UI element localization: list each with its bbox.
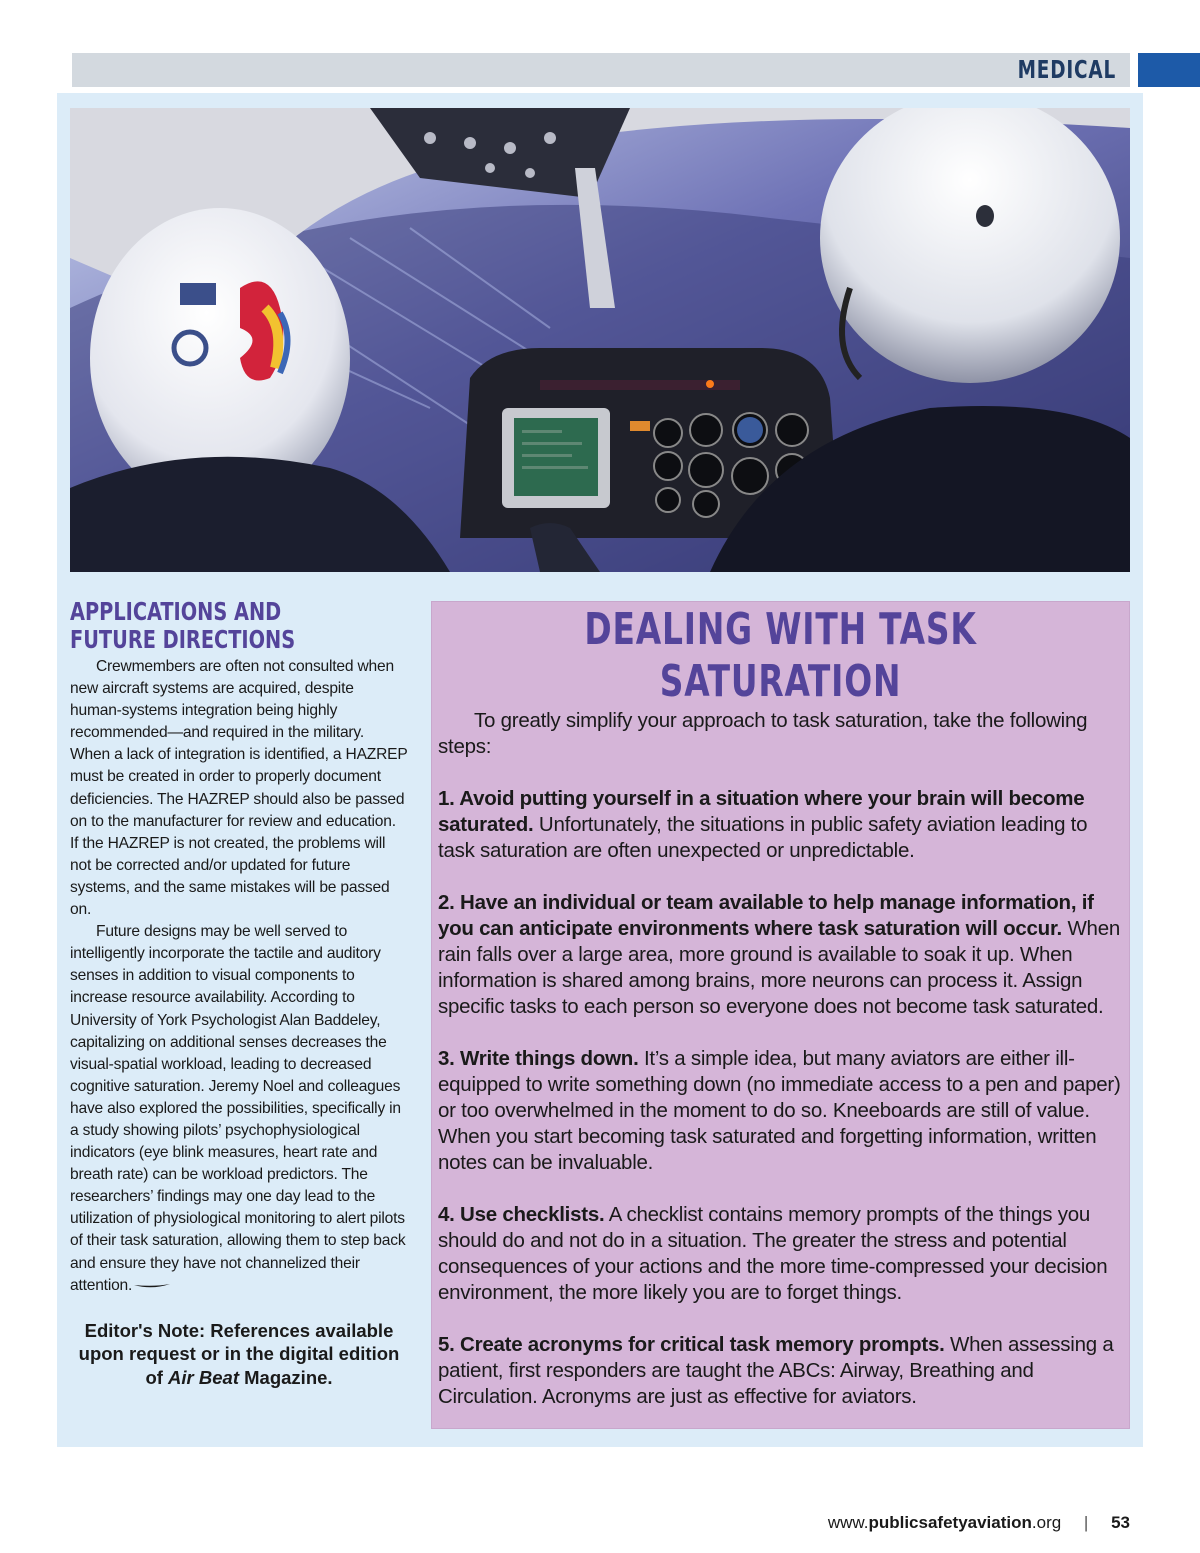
step-1-lead: 1. Avoid putting yourself in a situation where your brain will become saturated. [438,787,1085,836]
page-number: 53 [1111,1513,1130,1532]
step-2-text: When rain falls over a large area, more ground is available to soak it up. When information is shared among brains, more neurons can process it. Assign specific tasks to each person so everyone does not become task saturated. [438,917,1120,1018]
body-paragraph-2 [70,921,408,1297]
section-label: MEDICAL [1017,55,1116,84]
footer-separator: | [1083,1513,1089,1532]
website-prefix: www. [827,1513,869,1532]
editors-note-suffix: Magazine. [239,1366,333,1388]
step-2-lead: 2. Have an individual or team available to help manage information, if you can anticipate environments where task saturation will occur. [438,891,1094,940]
task-saturation-sidebar [432,602,1129,1428]
website-suffix: .org [1031,1513,1062,1532]
website-name: publicsafetyaviation [868,1513,1032,1532]
step-3-lead: 3. Write things down. [438,1047,639,1070]
applications-heading [70,598,397,654]
step-2 [438,890,1121,1020]
website-link[interactable] [828,1513,1061,1532]
heading-line-2: FUTURE DIRECTIONS [70,625,296,654]
step-1-text: Unfortunately, the situations in public safety aviation leading to task saturation are often unexpected or unpredictable. [438,813,1088,862]
step-4 [438,1202,1121,1306]
step-5 [438,1332,1121,1410]
step-4-lead: 4. Use checklists. [438,1203,605,1226]
sidebar-intro: To greatly simplify your approach to task saturation, take the following steps: [438,709,1088,758]
helicopter-cockpit-photo [70,108,1130,572]
magazine-name: Air Beat [168,1366,239,1388]
page-footer [828,1513,1130,1533]
section-color-tab [1138,53,1200,87]
step-1 [438,786,1121,864]
body-paragraph-2-text: Future designs may be well served to intelligently incorporate the tactile and auditory senses in addition to visual components to increase resource availability. According to University of York Psychologist Alan Baddeley, capitalizing on additional senses decreases the visual-spatial workload, leading to decreased cognitive saturation. Jeremy Noel and colleagues have also explored the possibilities, specifically in a study showing pilots’ psychophysiological indicators (eye blink measures, heart rate and breath rate) can be workload predictors. The researchers’ findings may one day lead to the utilization of physiological monitoring to alert pilots of their task saturation, allowing them to step back and ensure they have not channelized their attention. [70,923,406,1294]
step-4-text: A checklist contains memory prompts of the things you should do and not do in a situation. The greater the stress and potential consequences of your actions and the more time-compressed your decision environment, the more likely you are to forget things. [438,1203,1108,1304]
heading-line-1: APPLICATIONS AND [70,597,282,626]
body-paragraph-1: Crewmembers are often not consulted when new aircraft systems are acquired, despite human-systems integration being highly recommended—and required in the military. When a lack of integration is identified, a HAZREP must be created in order to properly document deficiencies. The HAZREP should also be passed on to the manufacturer for review and education. If the HAZREP is not created, the problems will not be corrected and/or updated for future systems, and the same mistakes will be passed on. [70,658,408,919]
sidebar-title: DEALING WITH TASK SATURATION [584,604,977,707]
sidebar-body [432,708,1129,1410]
applications-column [70,598,408,1389]
helicopter-end-icon [132,1281,172,1291]
editors-note-text: Editor's Note: References available upon request or in the digital edition of [78,1319,400,1388]
step-5-lead: 5. Create acronyms for critical task memory prompts. [438,1333,945,1356]
step-3-text: It’s a simple idea, but many aviators are either ill-equipped to write something down (no immediate access to a pen and paper) or too overwhelmed in the moment to do so. Kneeboards are still of value. When you start becoming task saturated and forgetting information, written notes can be invaluable. [438,1047,1121,1174]
section-header-band [72,53,1130,87]
step-3 [438,1046,1121,1176]
editors-note [70,1319,408,1390]
step-5-text: When assessing a patient, first responders are taught the ABCs: Airway, Breathing and Circulation. Acronyms are just as effective for aviators. [438,1333,1114,1408]
